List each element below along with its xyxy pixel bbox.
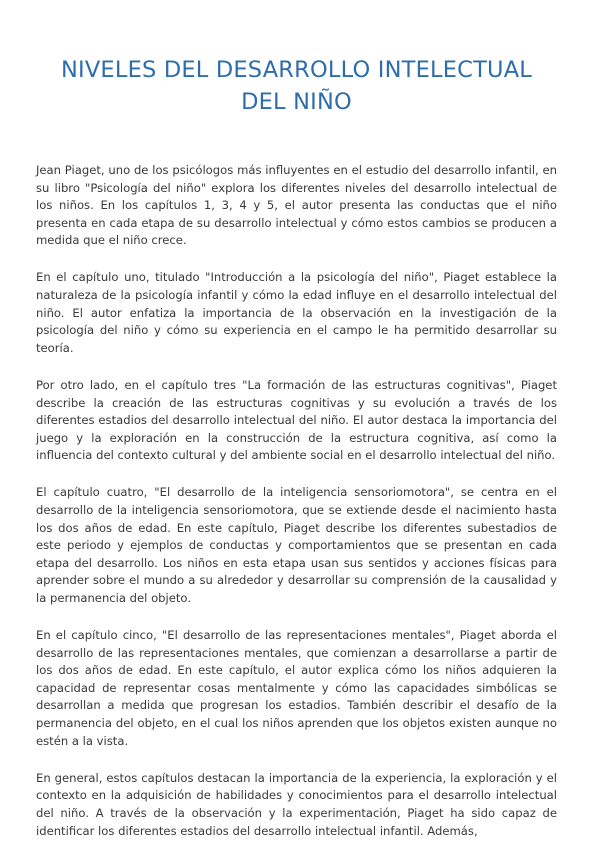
paragraph-chapter-one: En el capítulo uno, titulado "Introducción a la psicología del niño", Piaget establece la naturaleza de la psicología infantil y cómo la edad influye en el desarrollo intelectual del niño. El autor enfatiza la importancia de la observación en la investigación de la psicología del niño y cómo su experiencia en el campo le ha permitido desarrollar su teoría. [36,270,557,355]
paragraph-chapter-four: El capítulo cuatro, "El desarrollo de la inteligencia sensoriomotora", se centra en el desarrollo de la inteligencia sensoriomotora, que se extiende desde el nacimiento hasta los dos años de edad. En este capítulo, Piaget describe los diferentes subestadios de este periodo y ejemplos de conductas y comportamientos que se presentan en cada etapa del desarrollo. Los niños en esta etapa usan sus sentidos y acciones físicas para aprender sobre el mundo a su alrededor y desarrollar su comprensión de la causalidad y la permanencia del objeto. [36,485,557,605]
paragraph-chapter-five: En el capítulo cinco, "El desarrollo de las representaciones mentales", Piaget aborda el desarrollo de las representaciones mentales, que comienzan a desarrollarse a partir de los dos años de edad. En este capítulo, el autor explica cómo los niños adquieren la capacidad de representar cosas mentalmente y cómo las capacidades simbólicas se desarrollan a medida que progresan los estadios. También describir el desafío de la permanencia del objeto, en el cual los niños aprenden que los objetos existen aunque no estén a la vista. [36,628,557,748]
paragraph-conclusion: En general, estos capítulos destacan la importancia de la experiencia, la exploración y el contexto en la adquisición de habilidades y conocimientos para el desarrollo intelectual del niño. A través de la observación y la experimentación, Piaget ha sido capaz de identificar los diferentes estadios del desarrollo intelectual infantil. Además, [36,770,557,838]
page-title: NIVELES DEL DESARROLLO INTELECTUAL DEL NIÑO [60,57,533,115]
paragraph-chapter-three: Por otro lado, en el capítulo tres "La formación de las estructuras cognitivas", Piaget describe la creación de las estructuras cognitivas y su evolución a través de los diferentes estadios del desarrollo intelectual del niño. El autor destaca la importancia del juego y la exploración en la construcción de la estructura cognitiva, así como la influencia del contexto cultural y del ambiente social en el desarrollo intelectual del niño. [36,377,557,463]
paragraph-intro: Jean Piaget, uno de los psicólogos más influyentes en el estudio del desarrollo infantil, en su libro "Psicología del niño" explora los diferentes niveles del desarrollo intelectual de los niños. En los capítulos 1, 3, 4 y 5, el autor presenta las conductas que el niño presenta en cada etapa de su desarrollo intelectual y cómo estos cambios se producen a medida que el niño crece. [36,163,557,248]
